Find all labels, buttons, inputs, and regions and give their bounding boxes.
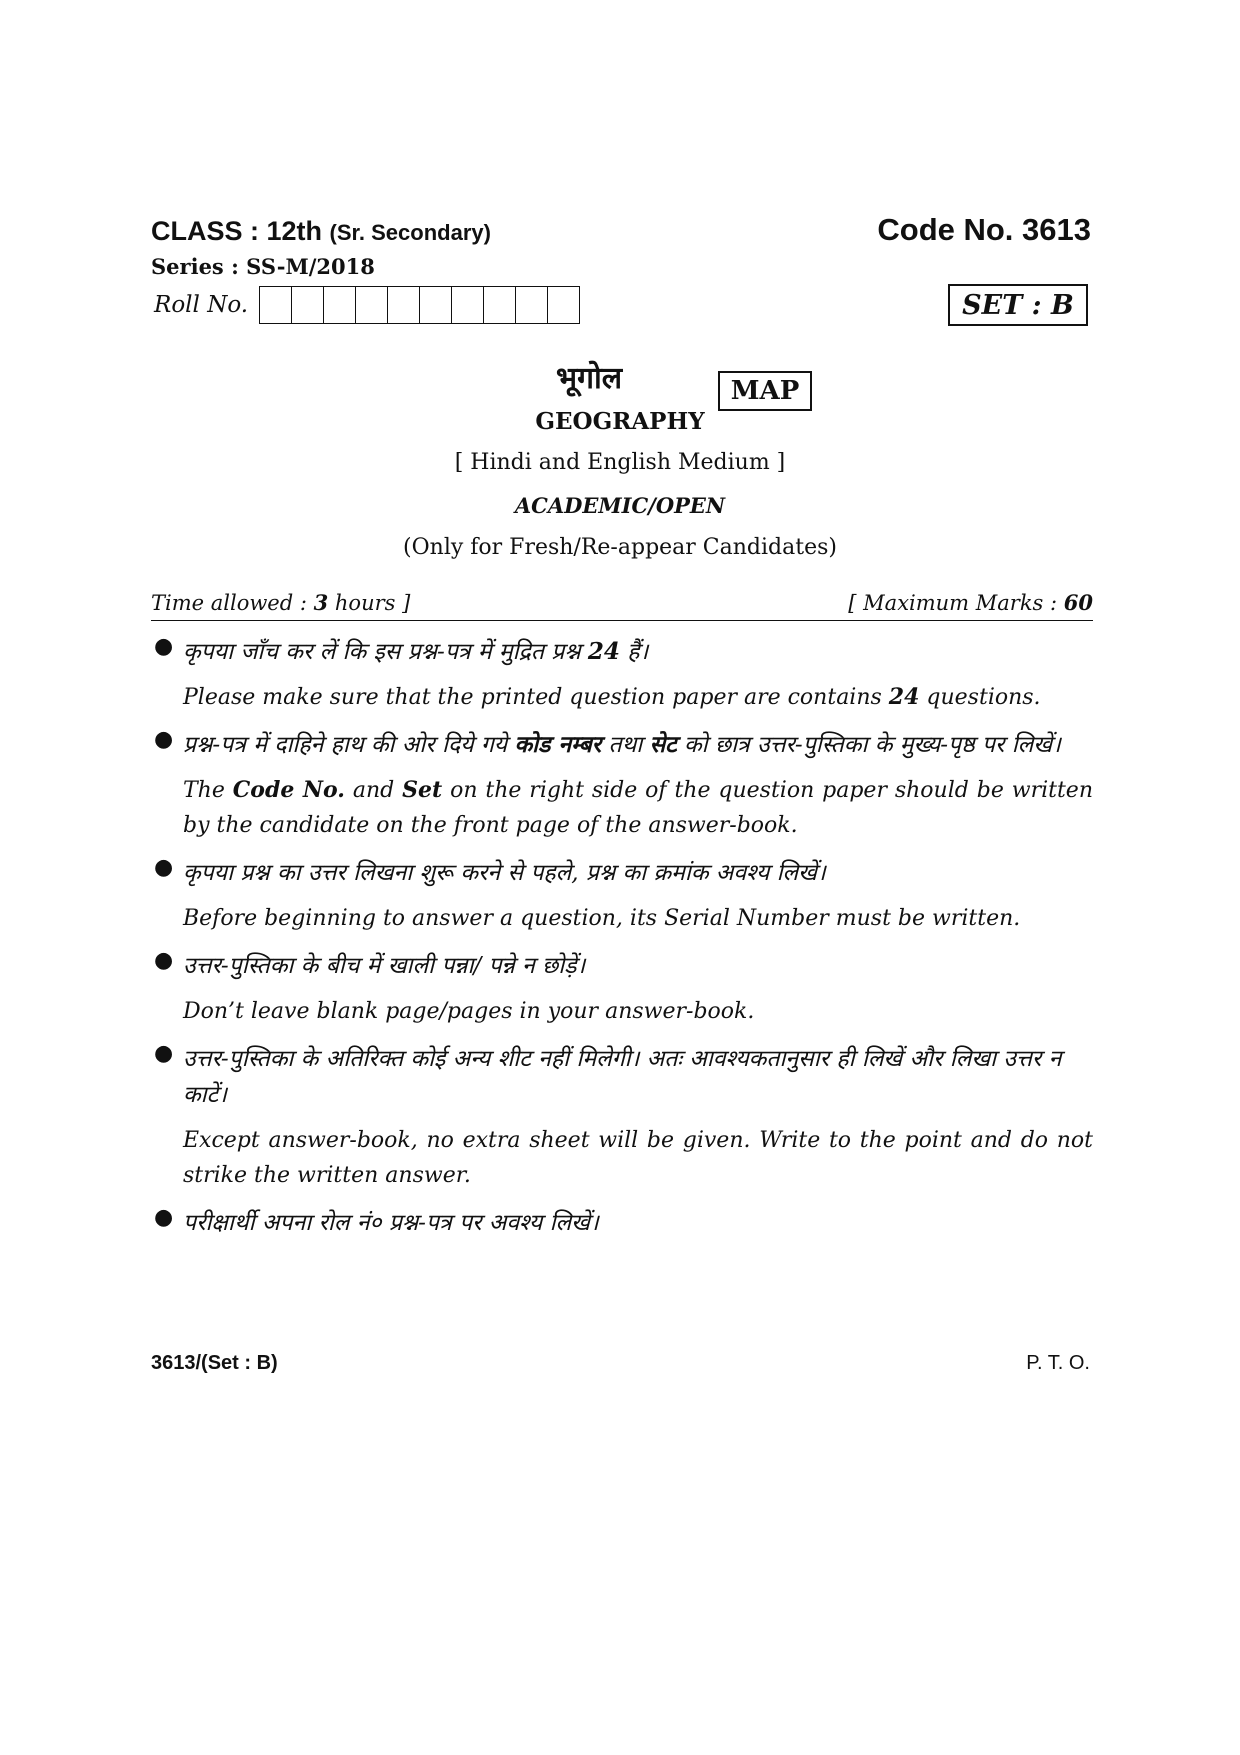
roll-no-cell	[356, 287, 388, 323]
time-marks-row	[151, 590, 1093, 621]
instruction-english: Please make sure that the printed question paper are contains 24 questions.	[183, 684, 1041, 710]
roll-no-cell	[292, 287, 324, 323]
maximum-marks: [ Maximum Marks : 60	[848, 590, 1093, 615]
hindi-title: भूगोल	[556, 361, 623, 396]
footer-pto: P. T. O.	[1026, 1352, 1090, 1374]
instruction-item	[151, 634, 1093, 715]
roll-no-cell	[516, 287, 548, 323]
instruction-english: Before beginning to answer a question, its Serial Number must be written.	[183, 906, 1021, 931]
roll-no-cell	[260, 287, 292, 323]
series-label: Series : SS-M/2018	[151, 254, 375, 279]
instruction-item	[151, 855, 1093, 936]
instruction-hindi: कृपया जाँच कर लें कि इस प्रश्न-पत्र में मुद्रित प्रश्न 24 हैं।	[183, 638, 649, 665]
bullet-icon: ●	[154, 634, 174, 659]
marks-value: 60	[1063, 590, 1093, 615]
roll-no-cell	[452, 287, 484, 323]
bullet-icon: ●	[154, 1205, 174, 1230]
instruction-item	[151, 1205, 1093, 1241]
instruction-english: Except answer-book, no extra sheet will be given. Write to the point and do not strike the written answer.	[183, 1128, 1093, 1188]
roll-no-label: Roll No.	[154, 292, 249, 318]
roll-no-cell	[324, 287, 356, 323]
instruction-hindi: उत्तर-पुस्तिका के बीच में खाली पन्ना/ पन्ने न छोड़ें।	[183, 953, 586, 979]
medium-line: [ Hindi and English Medium ]	[454, 450, 786, 475]
instruction-hindi: प्रश्न-पत्र में दाहिने हाथ की ओर दिये गये कोड नम्बर तथा सेट को छात्र उत्तर-पुस्तिका के मुख्य-पृष्ठ पर लिखें।	[183, 731, 1061, 758]
bullet-icon: ●	[154, 855, 174, 880]
class-heading	[151, 216, 491, 247]
candidates-line: (Only for Fresh/Re-appear Candidates)	[403, 535, 837, 560]
set-badge: SET : B	[948, 284, 1088, 326]
bullet-icon: ●	[154, 1041, 174, 1066]
instruction-item	[151, 727, 1093, 843]
footer-code: 3613/(Set : B)	[151, 1352, 278, 1374]
roll-no-boxes	[259, 286, 580, 324]
time-allowed: Time allowed : 3 hours ]	[151, 590, 411, 615]
stream-line: ACADEMIC/OPEN	[514, 493, 726, 518]
class-sub: (Sr. Secondary)	[329, 220, 491, 245]
english-title: GEOGRAPHY	[535, 408, 705, 435]
roll-no-cell	[388, 287, 420, 323]
instructions-list	[151, 634, 1093, 1241]
instruction-hindi: कृपया प्रश्न का उत्तर लिखना शुरू करने से पहले, प्रश्न का क्रमांक अवश्य लिखें।	[183, 860, 826, 886]
roll-no-cell	[548, 287, 580, 323]
time-value: 3	[313, 590, 329, 615]
instruction-english: Don’t leave blank page/pages in your answer-book.	[183, 999, 755, 1024]
bullet-icon: ●	[154, 727, 174, 752]
instruction-item	[151, 1041, 1093, 1193]
instruction-item	[151, 948, 1093, 1029]
instruction-hindi: परीक्षार्थी अपना रोल नं० प्रश्न-पत्र पर अवश्य लिखें।	[183, 1210, 599, 1236]
roll-no-cell	[420, 287, 452, 323]
instruction-english: The Code No. and Set on the right side of the question paper should be written by the candidate on the front page of the answer-book.	[183, 777, 1093, 838]
roll-no-cell	[484, 287, 516, 323]
map-badge: MAP	[718, 371, 812, 411]
class-label: CLASS : 12th	[151, 216, 323, 246]
bullet-icon: ●	[154, 948, 174, 973]
code-number: Code No. 3613	[877, 212, 1091, 247]
instruction-hindi: उत्तर-पुस्तिका के अतिरिक्त कोई अन्य शीट नहीं मिलेगी। अतः आवश्यकतानुसार ही लिखें और लिखा उत्तर न काटें।	[183, 1046, 1062, 1108]
